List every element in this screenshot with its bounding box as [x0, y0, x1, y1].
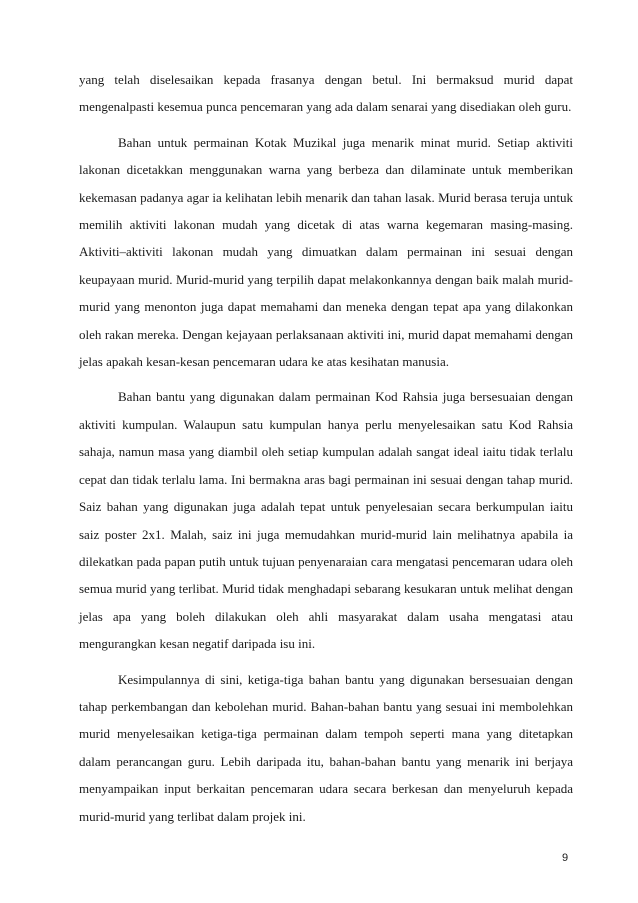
body-text [79, 66, 573, 830]
paragraph-kesimpulan: Kesimpulannya di sini, ketiga-tiga bahan bantu yang digunakan bersesuaian dengan tahap perkembangan dan kebolehan murid. Bahan-bahan bantu yang sesuai ini membolehkan murid menyelesaikan ketiga-tiga permainan dalam tempoh seperti mana yang ditetapkan dalam perancangan guru. Lebih daripada itu, bahan-bahan bantu yang menarik ini berjaya menyampaikan input berkaitan pencemaran udara secara berkesan dan menyeluruh kepada murid-murid yang terlibat dalam projek ini. [79, 671, 573, 824]
paragraph-kotak-muzikal: Bahan untuk permainan Kotak Muzikal juga menarik minat murid. Setiap aktiviti lakonan dicetakkan menggunakan warna yang berbeza dan dilaminate untuk memberikan kekemasan padanya agar ia kelihatan lebih menarik dan tahan lasak. Murid berasa teruja untuk memilih aktiviti lakonan mudah yang dicetak di atas warna kegemaran masing-masing. Aktiviti–aktiviti lakonan mudah yang dimuatkan dalam permainan ini sesuai dengan keupayaan murid. Murid-murid yang terpilih dapat melakonkannya dengan baik malah murid-murid yang menonton juga dapat memahami dan meneka dengan tepat apa yang dilakonkan oleh rakan mereka. Dengan kejayaan perlaksanaan aktiviti ini, murid dapat memahami dengan jelas apakah kesan-kesan pencemaran udara ke atas kesihatan manusia. [79, 134, 573, 370]
paragraph-kod-rahsia: Bahan bantu yang digunakan dalam permainan Kod Rahsia juga bersesuaian dengan aktiviti kumpulan. Walaupun satu kumpulan hanya perlu menyelesaikan satu Kod Rahsia sahaja, namun masa yang diambil oleh setiap kumpulan adalah sangat ideal iaitu tidak terlalu cepat dan tidak terlalu lama. Ini bermakna aras bagi permainan ini sesuai dengan tahap murid. Saiz bahan yang digunakan juga adalah tepat untuk penyelesaian secara berkumpulan iaitu saiz poster 2x1. Malah, saiz ini juga memudahkan murid-murid lain melihatnya apabila ia dilekatkan pada papan putih untuk tujuan penyenaraian cara mengatasi pencemaran udara oleh semua murid yang terlibat. Murid tidak menghadapi sebarang kesukaran untuk melihat dengan jelas apa yang boleh dilakukan oleh ahli masyarakat dalam usaha mengatasi atau mengurangkan kesan negatif daripada isu ini. [79, 389, 573, 652]
page-number: 9 [562, 852, 569, 864]
paragraph-continuation: yang telah diselesaikan kepada frasanya dengan betul. Ini bermaksud murid dapat mengenalpasti kesemua punca pencemaran yang ada dalam senarai yang disediakan oleh guru. [79, 72, 573, 115]
